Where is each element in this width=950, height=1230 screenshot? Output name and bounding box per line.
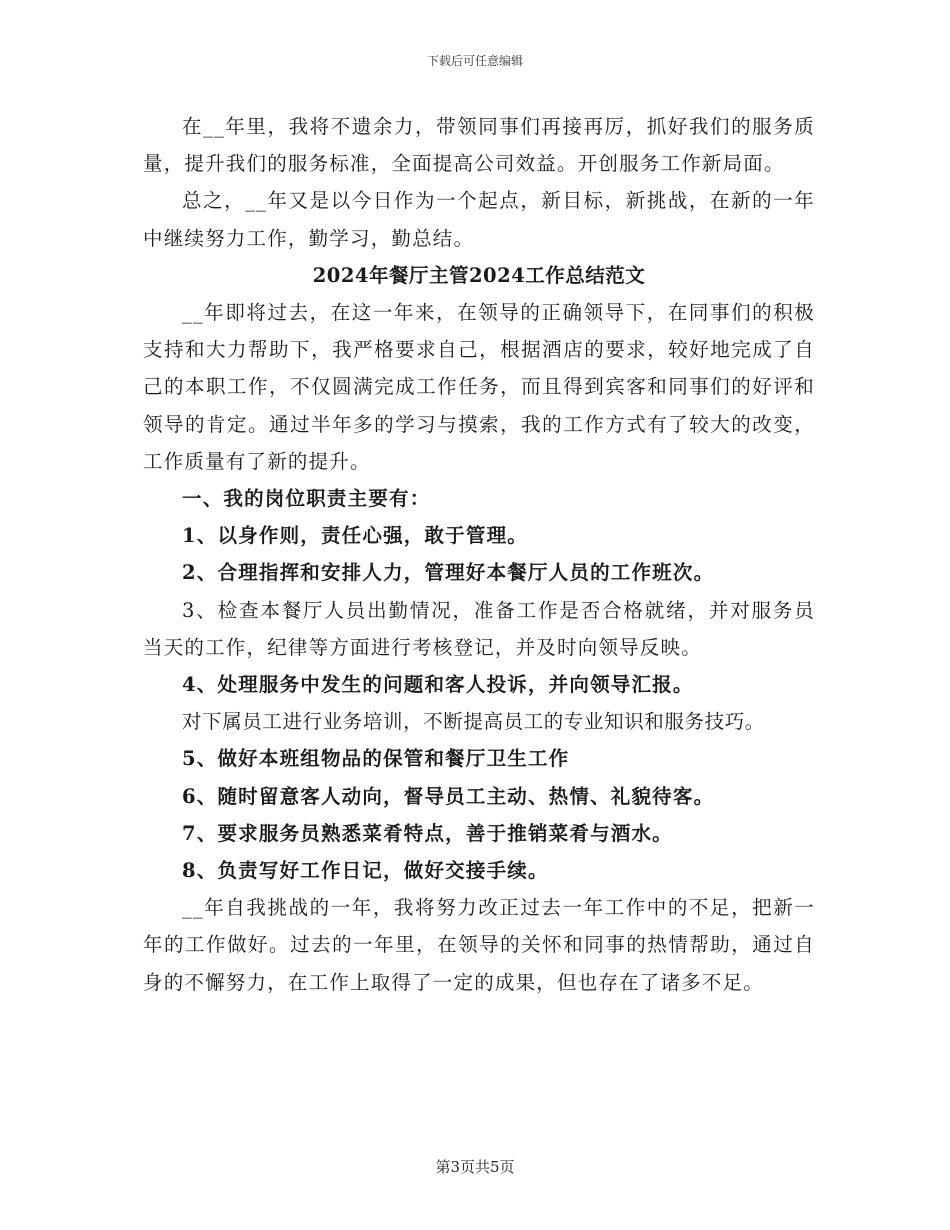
duties-heading: 一、我的岗位职责主要有： — [182, 487, 431, 511]
duty-item-4: 4、处理服务中发生的问题和客人投诉，并向领导汇报。 — [182, 673, 694, 697]
section-title: 2024年餐厅主管2024工作总结范文 — [312, 263, 646, 287]
duty-item-7: 7、要求服务员熟悉菜肴特点，善于推销菜肴与酒水。 — [182, 821, 673, 845]
duty-item-1: 1、以身作则，责任心强，敢于管理。 — [182, 524, 528, 548]
page-number: 第3页共5页 — [435, 1158, 515, 1176]
paragraph-plan: 在__年里，我将不遗余力，带领同事们再接再厉，抓好我们的服务质量，提升我们的服务标准，全面提高公司效益。开创服务工作新局面。 — [143, 115, 815, 176]
paragraph-summary: 总之，__年又是以今日作为一个起点，新目标，新挑战，在新的一年中继续努力工作，勤学习，勤总结。 — [143, 189, 815, 250]
paragraph-closing: __年自我挑战的一年，我将努力改正过去一年工作中的不足，把新一年的工作做好。过去的一年里，在领导的关怀和同事的热情帮助，通过自身的不懈努力，在工作上取得了一定的成果，但也存在了诸多不足。 — [143, 896, 815, 994]
duty-item-8: 8、负责写好工作日记，做好交接手续。 — [182, 859, 549, 883]
duty-item-2: 2、合理指挥和安排人力，管理好本餐厅人员的工作班次。 — [182, 561, 715, 585]
training-line: 对下属员工进行业务培训，不断提高员工的专业知识和服务技巧。 — [182, 710, 765, 734]
duty-item-3: 3、检查本餐厅人员出勤情况，准备工作是否合格就绪，并对服务员当天的工作，纪律等方面进行考核登记，并及时向领导反映。 — [143, 598, 815, 659]
header-note: 下载后可任意编辑 — [426, 54, 523, 68]
document-body — [143, 108, 815, 1001]
paragraph-intro: __年即将过去，在这一年来，在领导的正确领导下，在同事们的积极支持和大力帮助下，我严格要求自己，根据酒店的要求，较好地完成了自己的本职工作，不仅圆满完成工作任务，而且得到宾客和同事们的好评和领导的肯定。通过半年多的学习与摸索，我的工作方式有了较大的改变，工作质量有了新的提升。 — [143, 301, 815, 473]
duty-item-6: 6、随时留意客人动向，督导员工主动、热情、礼貌待客。 — [182, 784, 715, 808]
duty-item-5: 5、做好本班组物品的保管和餐厅卫生工作 — [182, 747, 570, 771]
